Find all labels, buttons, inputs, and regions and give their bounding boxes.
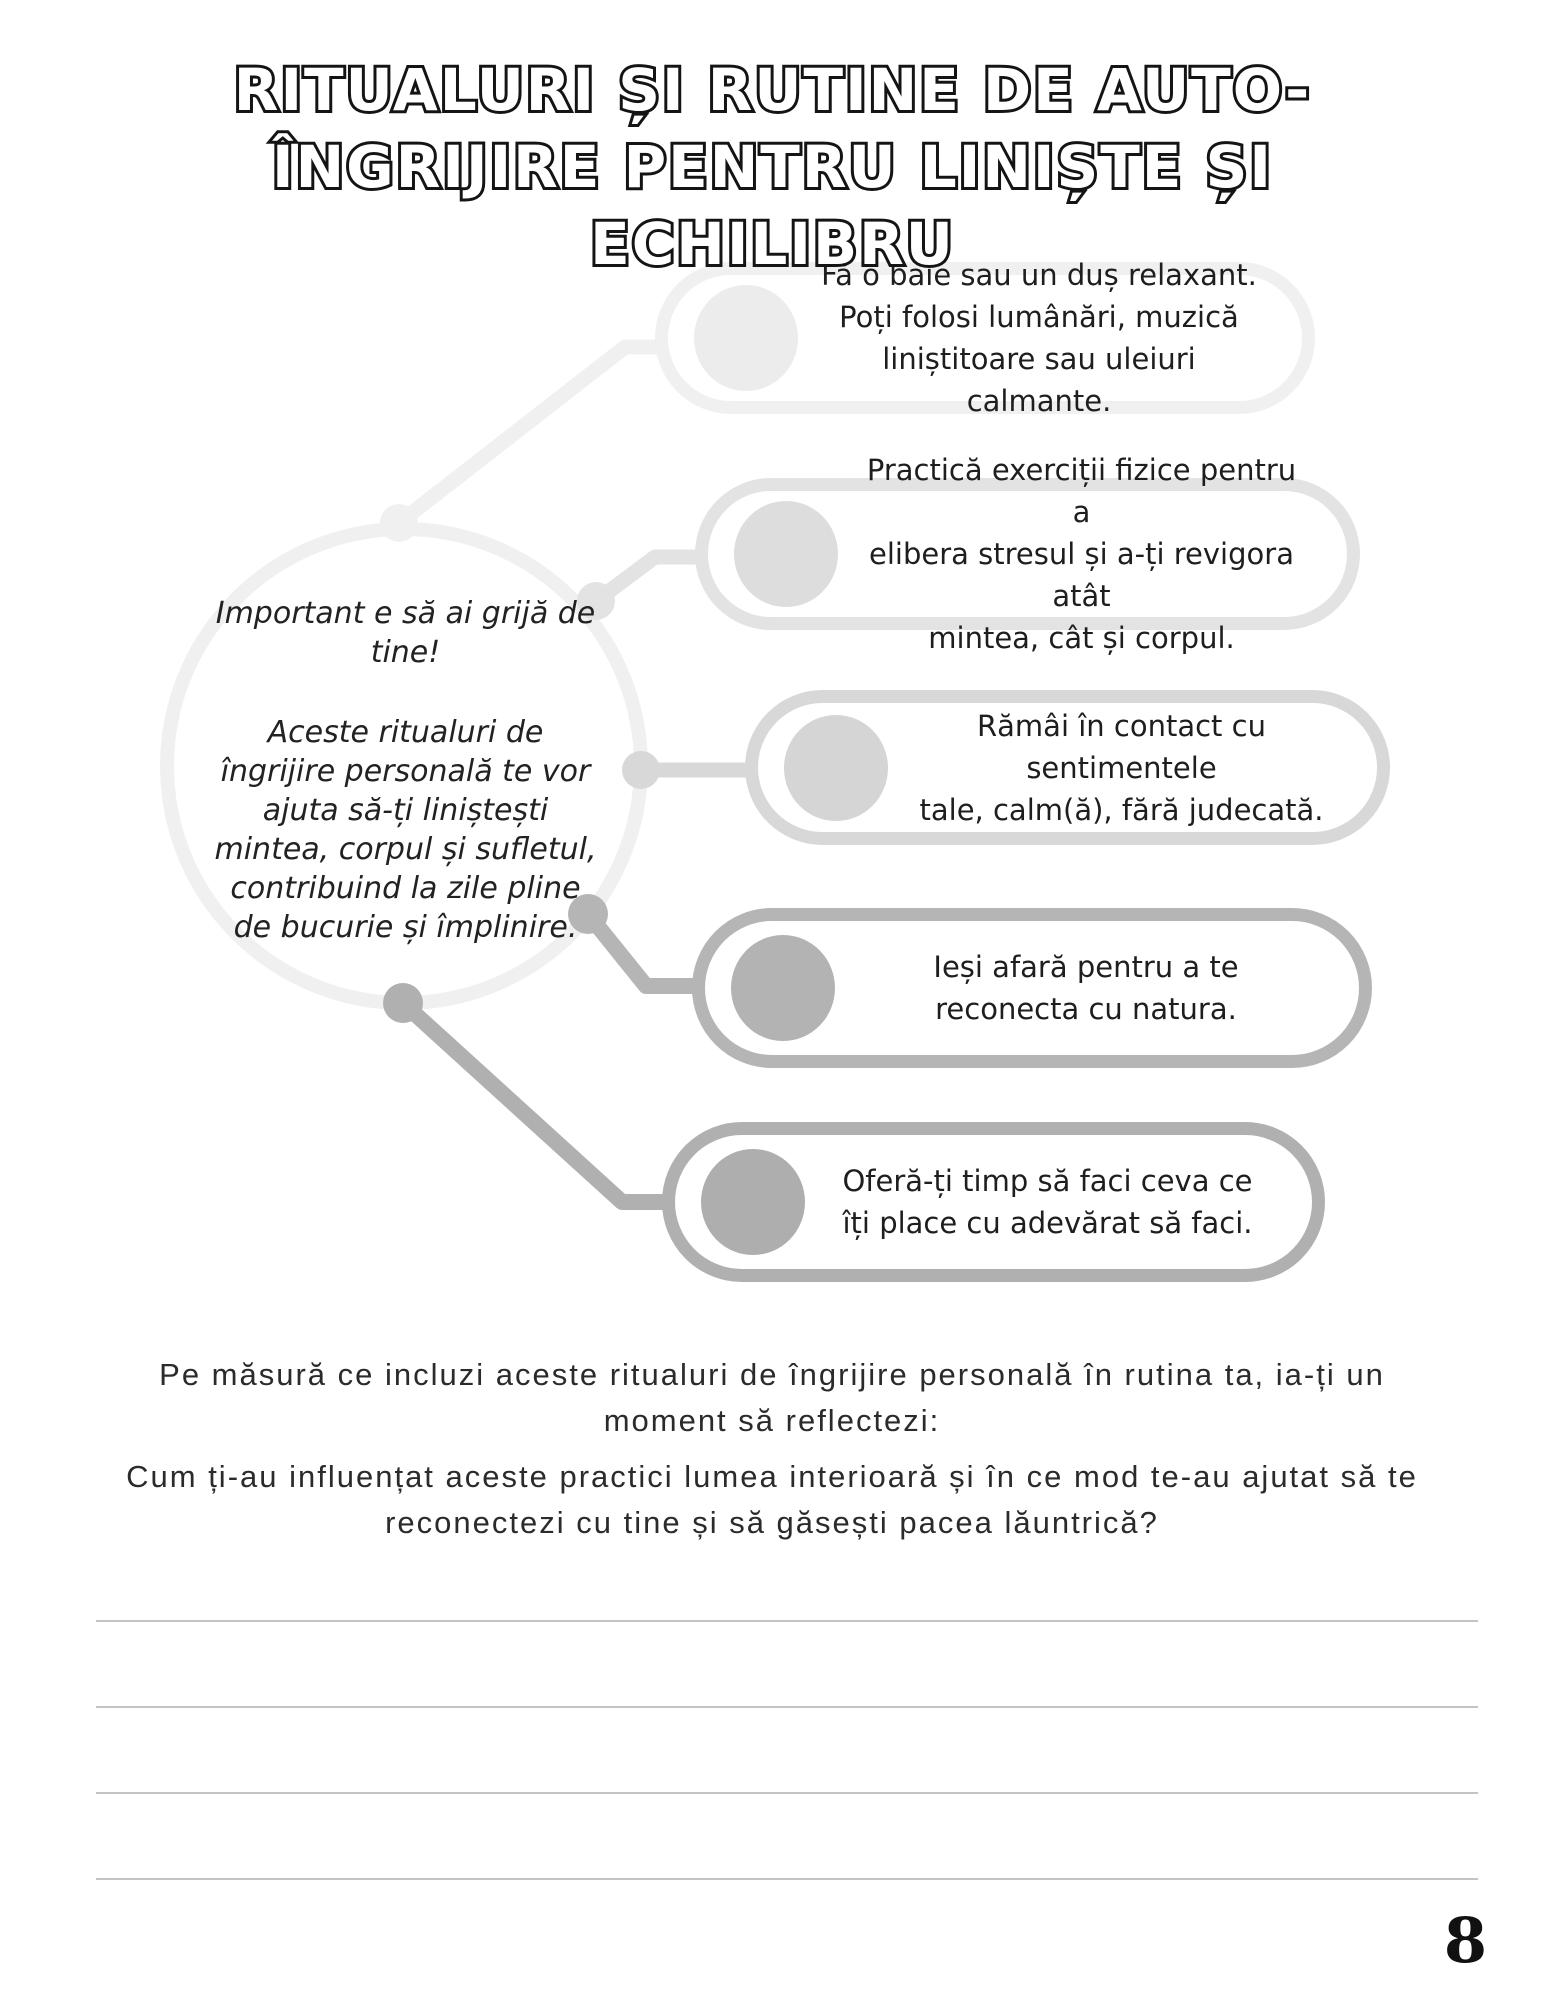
bubble-text-line: Rămâi în contact cu sentimentele bbox=[977, 708, 1266, 785]
bullet-circle bbox=[784, 715, 888, 821]
reflection-line: Cum ți-au influențat aceste practici lumea interioară și în ce mod te-au ajutat să te bbox=[126, 1459, 1418, 1494]
bubble-text-line: Poți folosi lumânări, muzică bbox=[839, 300, 1239, 334]
reflection-paragraph-2 bbox=[72, 1454, 1472, 1546]
center-note-line: Aceste ritualuri de bbox=[267, 715, 544, 750]
center-note-line: ajuta să-ți liniștești bbox=[262, 793, 549, 828]
bubble-text-line: tale, calm(ă), fără judecată. bbox=[919, 792, 1324, 827]
ritual-bubble-text bbox=[825, 1135, 1270, 1269]
ritual-bubble-exercise bbox=[695, 453, 1360, 655]
writing-line bbox=[96, 1620, 1478, 1622]
ritual-bubble-text bbox=[818, 258, 1260, 418]
writing-line bbox=[96, 1878, 1478, 1880]
junction-dot-5 bbox=[383, 983, 423, 1023]
page-title-line-2: ÎNGRIJIRE PENTRU LINIȘTE ȘI bbox=[272, 133, 1273, 201]
ritual-bubble-text bbox=[855, 921, 1317, 1055]
ritual-bubble-text bbox=[908, 703, 1335, 832]
bubble-text-line: Ieși afară pentru a te bbox=[933, 950, 1239, 984]
center-note-line: tine! bbox=[370, 635, 441, 670]
bubble-text-line: Practică exerciții fizice pentru a bbox=[866, 453, 1297, 529]
page-number: 8 bbox=[1443, 1904, 1487, 1977]
bubble-text-line: elibera stresul și a-ți revigora atât bbox=[869, 537, 1294, 613]
bullet-circle bbox=[734, 501, 838, 607]
bubble-text-line: Fă o baie sau un duș relaxant. bbox=[821, 258, 1257, 292]
reflection-prompt bbox=[72, 1352, 1472, 1556]
writing-line bbox=[96, 1792, 1478, 1794]
center-note-line: de bucurie și împlinire. bbox=[233, 910, 578, 945]
reflection-line: Pe măsură ce incluzi aceste ritualuri de îngrijire personală în rutina ta, ia-ți un bbox=[159, 1357, 1385, 1392]
center-note-line: îngrijire personală te vor bbox=[220, 754, 591, 789]
page-title bbox=[0, 52, 1545, 283]
ritual-bubble-feelings bbox=[745, 690, 1390, 845]
junction-dot-1 bbox=[380, 504, 418, 542]
writing-line bbox=[96, 1706, 1478, 1708]
bubble-text-line: reconecta cu natura. bbox=[935, 992, 1237, 1026]
center-note-line: mintea, corpul și sufletul, bbox=[214, 832, 597, 867]
center-note-line: contribuind la zile pline bbox=[230, 871, 581, 906]
page-title-line-3: ECHILIBRU bbox=[590, 210, 955, 278]
reflection-paragraph-1 bbox=[72, 1352, 1472, 1444]
connector-line-1 bbox=[399, 347, 662, 523]
bubble-text-line: mintea, cât și corpul. bbox=[928, 621, 1235, 655]
ritual-bubble-bath bbox=[655, 258, 1315, 418]
ritual-bubble-hobby bbox=[662, 1122, 1325, 1282]
page-title-line-1: RITUALURI ȘI RUTINE DE AUTO- bbox=[233, 56, 1312, 124]
center-note-paragraph-2 bbox=[158, 713, 653, 947]
bubble-text-line: Oferă-ți timp să faci ceva ce bbox=[842, 1164, 1253, 1198]
center-note-paragraph-1 bbox=[158, 594, 653, 672]
ritual-bubble-nature bbox=[692, 908, 1372, 1068]
center-note bbox=[158, 594, 653, 947]
reflection-line: reconectezi cu tine și să găsești pacea lăuntrică? bbox=[385, 1505, 1159, 1540]
bullet-circle bbox=[694, 285, 798, 391]
bullet-circle bbox=[731, 935, 835, 1041]
center-note-line: Important e să ai grijă de bbox=[215, 596, 596, 631]
bubble-text-line: liniștitoare sau uleiuri calmante. bbox=[882, 342, 1196, 418]
bullet-circle bbox=[701, 1149, 805, 1255]
connector-line-5 bbox=[403, 1003, 670, 1202]
bubble-text-line: îți place cu adevărat să faci. bbox=[842, 1206, 1253, 1240]
ritual-bubble-text bbox=[858, 453, 1305, 655]
reflection-line: moment să reflectezi: bbox=[603, 1403, 941, 1438]
